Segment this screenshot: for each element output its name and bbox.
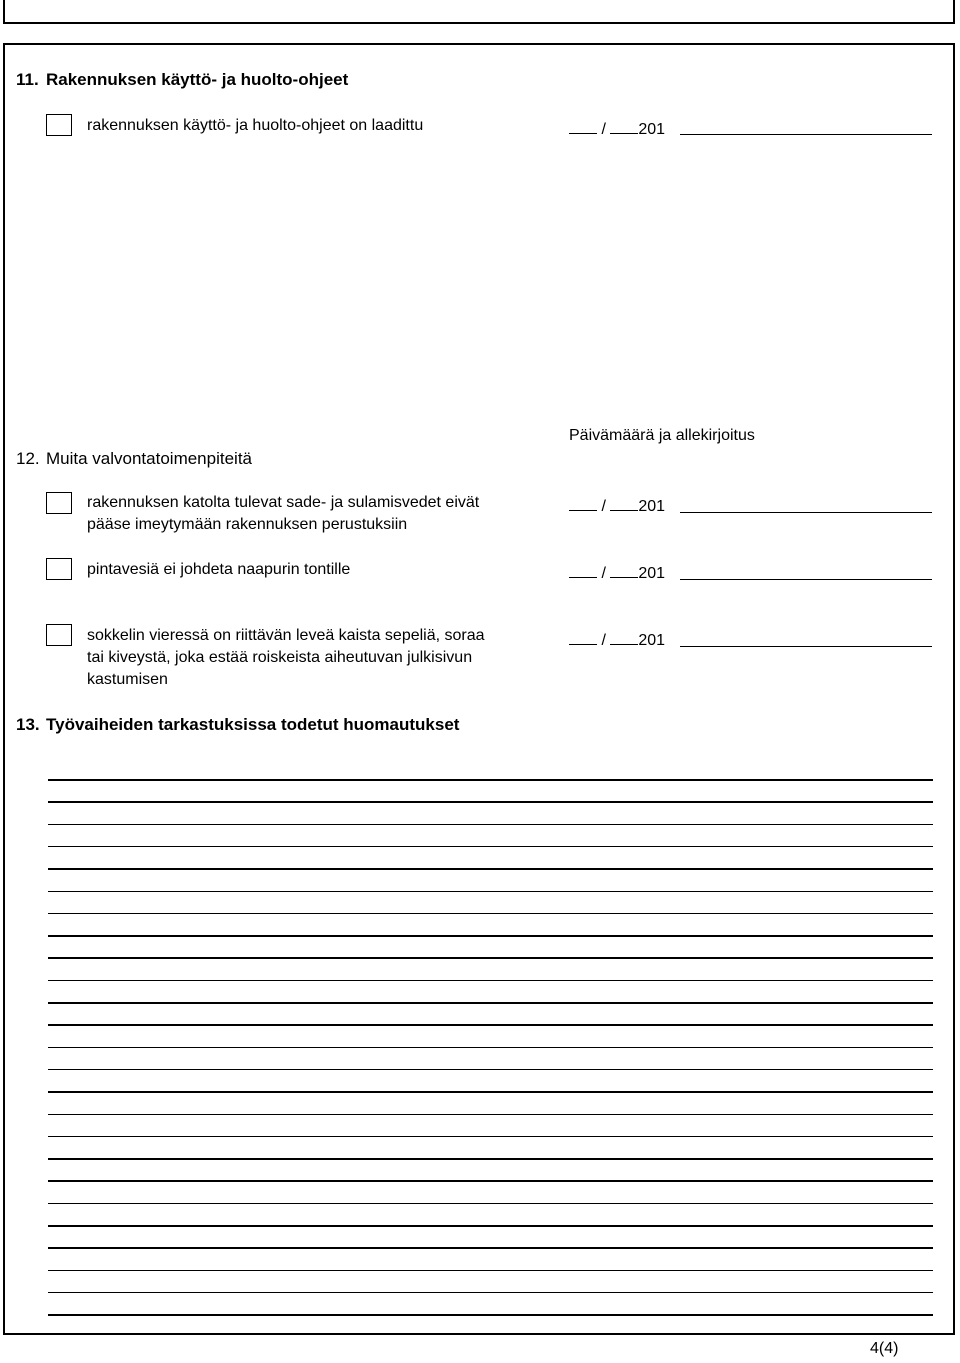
remark-writing-line[interactable] [48,1270,933,1272]
remark-writing-line[interactable] [48,846,933,848]
checkbox-plinth-gravel[interactable] [46,624,72,646]
item-roof-water-label: rakennuksen katolta tulevat sade- ja sulamisvedet eivät pääse imeytymään rakennuksen perustuksiin [87,494,480,533]
page-number: 4(4) [870,1340,899,1357]
section-13-heading [16,715,459,735]
checkbox-surface-water[interactable] [46,558,72,580]
column-header-date-signature: Päivämäärä ja allekirjoitus [569,427,755,444]
day-blank[interactable] [569,561,597,578]
signature-line[interactable] [680,134,932,135]
form-frame-left [3,44,5,1334]
month-blank[interactable] [610,628,638,645]
section-number: 11. [16,70,39,89]
remark-writing-line[interactable] [48,824,933,826]
remark-writing-line[interactable] [48,1314,933,1316]
date-field[interactable]: / 201 [569,561,665,583]
remark-writing-line[interactable] [48,1114,933,1116]
form-frame-right [953,44,955,1334]
section-number: 12. [16,449,40,468]
day-blank[interactable] [569,494,597,511]
form-frame-top [3,43,955,45]
remark-writing-line[interactable] [48,1069,933,1071]
remark-writing-line[interactable] [48,1024,933,1026]
remark-writing-line[interactable] [48,980,933,982]
remark-writing-line[interactable] [48,779,933,781]
day-blank[interactable] [569,628,597,645]
remark-writing-line[interactable] [48,1292,933,1294]
section-12-heading [16,449,252,469]
section-title: Rakennuksen käyttö- ja huolto-ohjeet [46,70,349,89]
section-title: Työvaiheiden tarkastuksissa todetut huomautukset [46,715,460,734]
remark-writing-line[interactable] [48,868,933,870]
signature-line[interactable] [680,579,932,580]
month-blank[interactable] [610,117,638,134]
section-number: 13. [16,715,40,734]
remark-writing-line[interactable] [48,1002,933,1004]
signature-line[interactable] [680,512,932,513]
form-frame-bottom [3,1333,955,1335]
signature-line[interactable] [680,646,932,647]
checkbox-roof-water[interactable] [46,492,72,514]
date-field[interactable]: / 201 [569,117,665,139]
remark-writing-line[interactable] [48,957,933,959]
month-blank[interactable] [610,494,638,511]
remark-writing-line[interactable] [48,1136,933,1138]
remark-writing-line[interactable] [48,913,933,915]
remark-writing-line[interactable] [48,891,933,893]
item-plinth-gravel-label: sokkelin vieressä on riittävän leveä kaista sepeliä, soraa tai kiveystä, joka estää roiskeista aiheutuvan julkisivun kastumisen [87,627,485,688]
checkbox-manuals-prepared[interactable] [46,114,72,136]
remark-writing-line[interactable] [48,1091,933,1093]
previous-page-frame [3,0,955,24]
remark-writing-line[interactable] [48,1158,933,1160]
remark-writing-line[interactable] [48,1047,933,1049]
item-surface-water-label: pintavesiä ei johdeta naapurin tontille [87,561,351,578]
remark-writing-line[interactable] [48,1225,933,1227]
section-title: Muita valvontatoimenpiteitä [46,449,253,468]
remark-writing-line[interactable] [48,1247,933,1249]
month-blank[interactable] [610,561,638,578]
section-11-heading [16,70,348,90]
remark-writing-line[interactable] [48,1203,933,1205]
date-field[interactable]: / 201 [569,494,665,516]
remark-writing-line[interactable] [48,801,933,803]
item-manuals-prepared-label: rakennuksen käyttö- ja huolto-ohjeet on laadittu [87,117,424,134]
day-blank[interactable] [569,117,597,134]
remark-writing-line[interactable] [48,1180,933,1182]
remark-writing-line[interactable] [48,935,933,937]
date-field[interactable]: / 201 [569,628,665,650]
